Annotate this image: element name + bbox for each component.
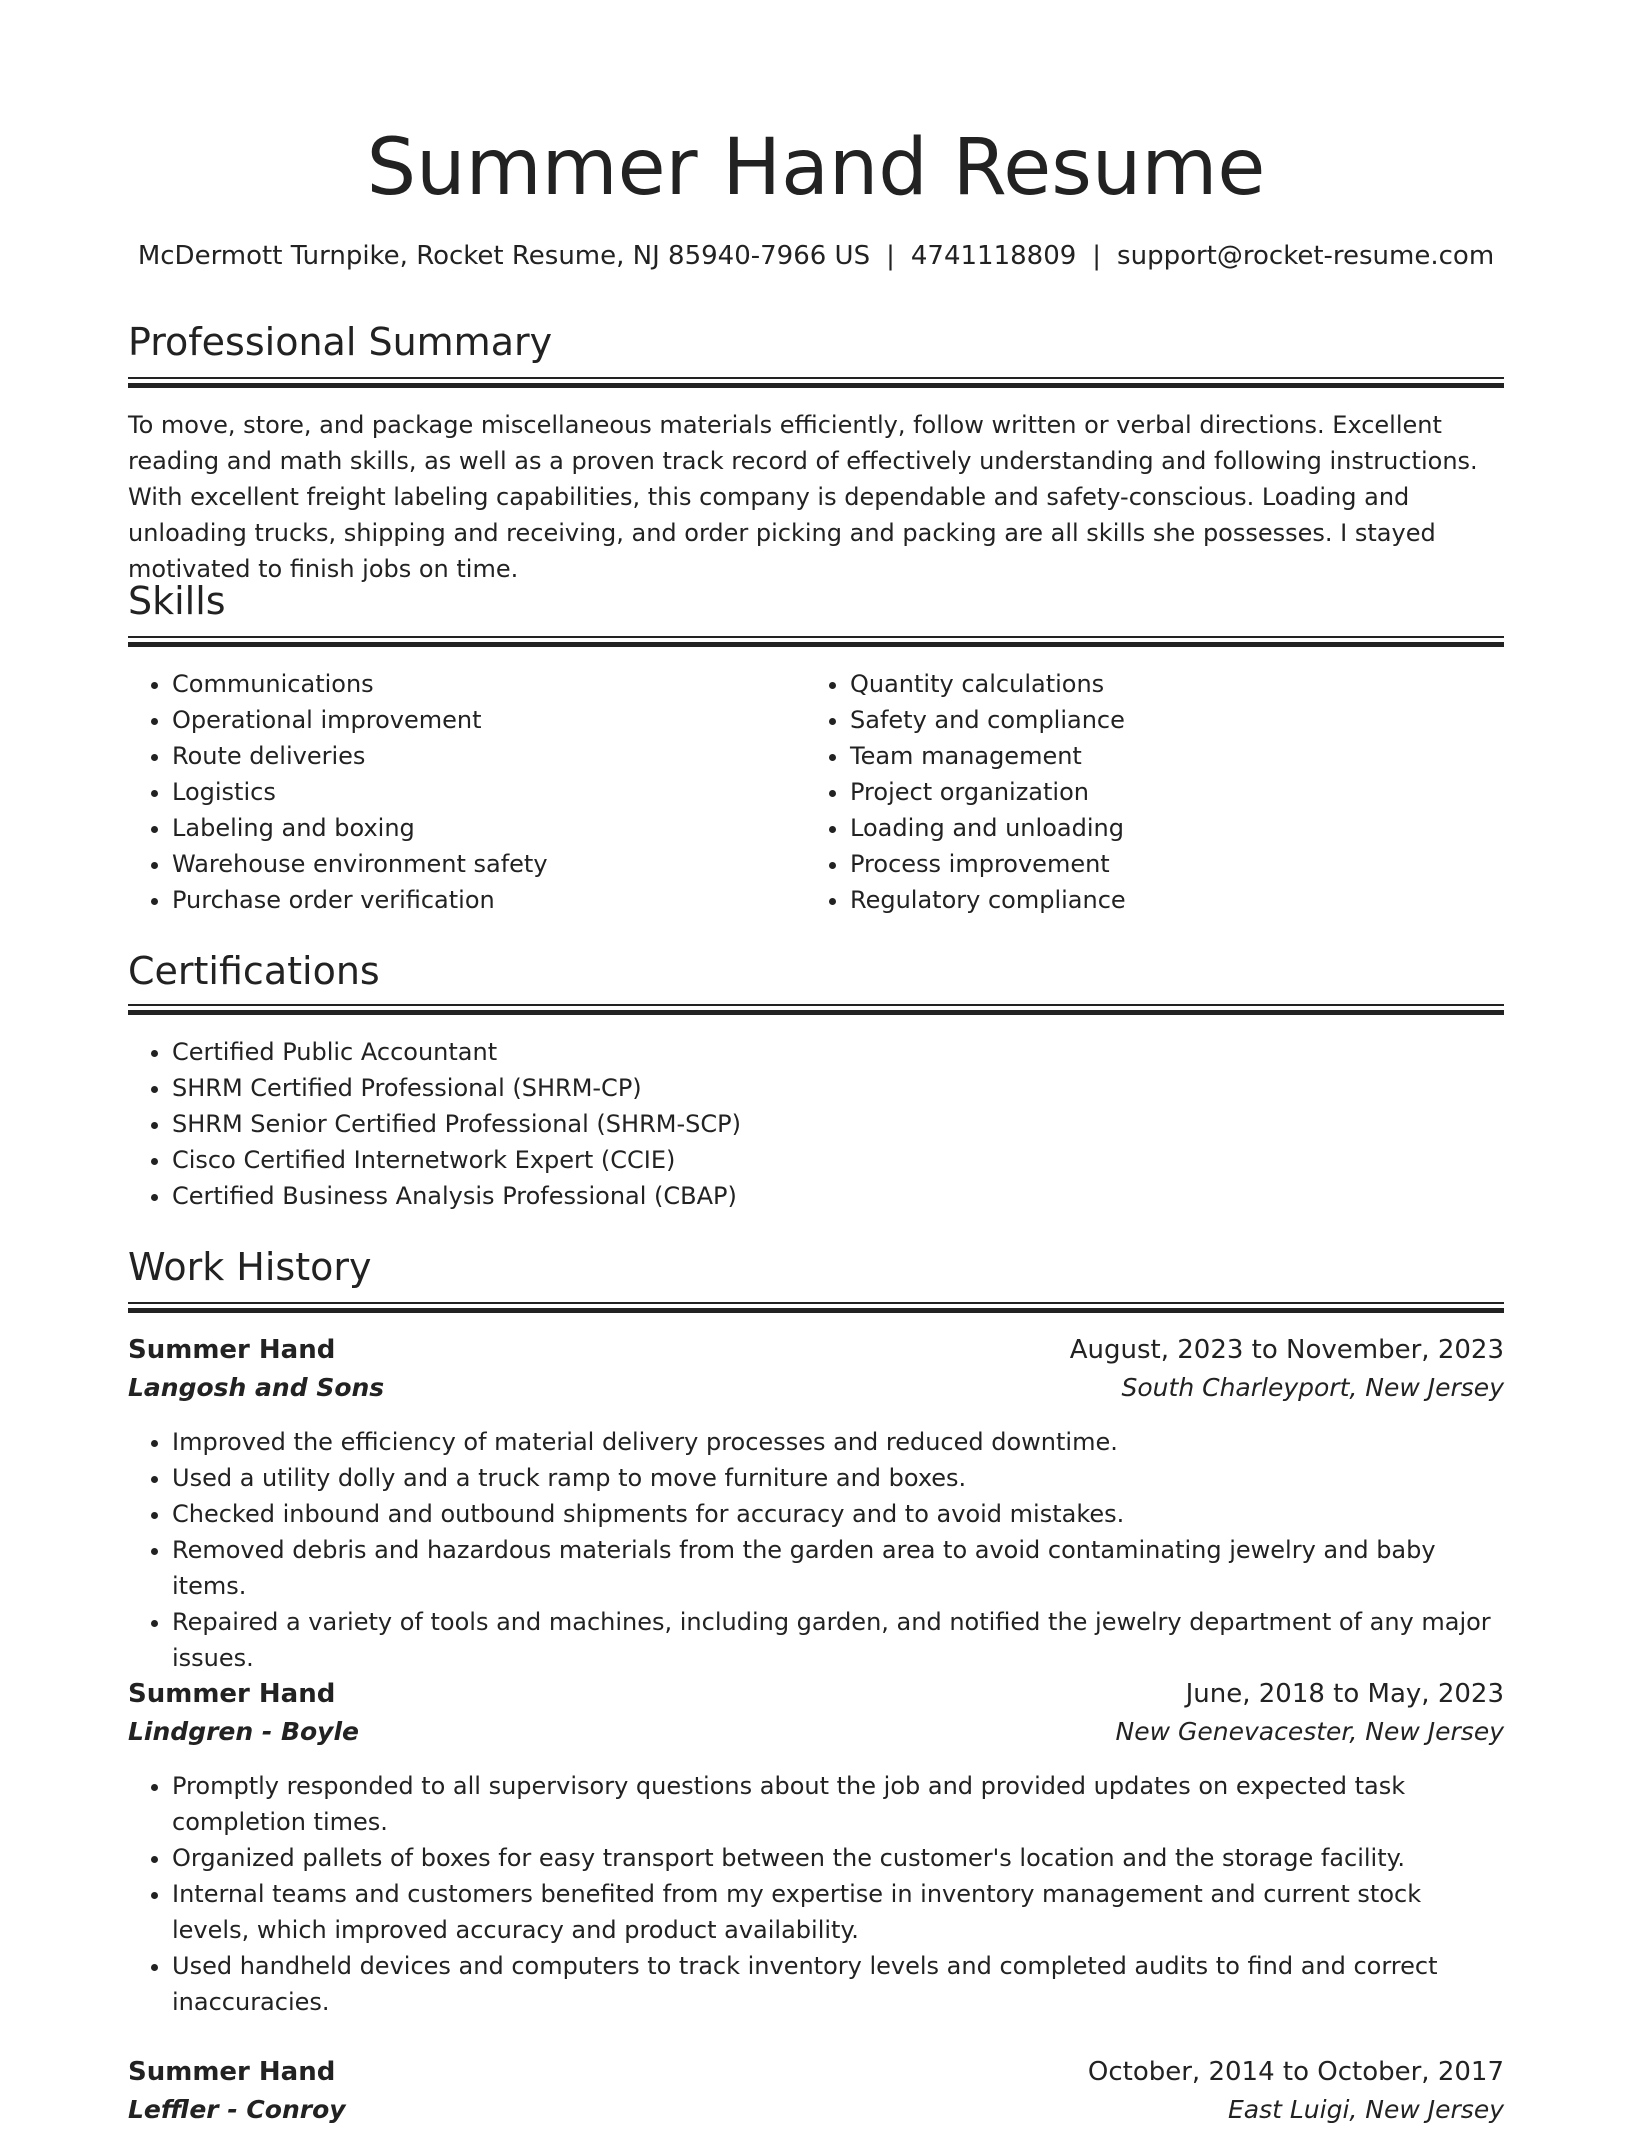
contact-line [128,238,1504,274]
job-title: Summer Hand [128,1679,336,1709]
job-bullets [128,1768,1504,2020]
job-bullet: • Improved the efficiency of material delivery processes and reduced downtime. [172,1424,1504,1460]
job-bullet: • Checked inbound and outbound shipments for accuracy and to avoid mistakes. [172,1496,1504,1532]
job-bullet: • Repaired a variety of tools and machines, including garden, and notified the jewelry department of any major issues. [172,1604,1504,1676]
job-dates: October, 2014 to October, 2017 [1087,2057,1504,2087]
job-subheader [128,1713,1504,1751]
job-bullet: • Internal teams and customers benefited from my expertise in inventory management and current stock levels, which improved accuracy and product availability. [172,1876,1504,1948]
skill-item: • Project organization [850,774,1480,810]
skills-list-left [128,666,802,918]
skill-item: • Communications [172,666,802,702]
page-title: Summer Hand Resume [366,123,1266,213]
certification-item: • Certified Business Analysis Professional (CBAP) [172,1178,1472,1214]
skills-list-right [806,666,1480,918]
job-bullets [128,1424,1504,1676]
job-subheader [128,1369,1504,1407]
summary-heading: Professional Summary [128,320,553,364]
job-header [128,1675,1504,1713]
job-bullet: • Promptly responded to all supervisory questions about the job and provided updates on expected task completion times. [172,1768,1504,1840]
job-title: Summer Hand [128,2057,336,2087]
job-bullet: • Used handheld devices and computers to track inventory levels and completed audits to find and correct inaccuracies. [172,1948,1504,2020]
contact-separator: | [886,241,895,271]
certification-item: • SHRM Certified Professional (SHRM-CP) [172,1070,1472,1106]
certifications-list [128,1034,1472,1214]
section-divider [128,1004,1504,1014]
work-history-heading: Work History [128,1245,372,1289]
skill-item: • Process improvement [850,846,1480,882]
contact-email[interactable]: support@rocket-resume.com [1117,241,1495,271]
contact-address: McDermott Turnpike, Rocket Resume, NJ 85940-7966 US [137,241,871,271]
job-location: East Luigi, New Jersey [1227,2095,1504,2124]
skill-item: • Regulatory compliance [850,882,1480,918]
certifications-heading: Certifications [128,949,380,993]
certification-item: • SHRM Senior Certified Professional (SHRM-SCP) [172,1106,1472,1142]
skill-item: • Labeling and boxing [172,810,802,846]
job-dates: August, 2023 to November, 2023 [1069,1335,1504,1365]
contact-phone[interactable]: 4741118809 [910,241,1077,271]
skills-heading: Skills [128,579,226,623]
summary-text: To move, store, and package miscellaneous materials efficiently, follow written or verbal directions. Excellent reading and math skills, as well as a proven track record of effectively understanding and following instructions. With excellent freight labeling capabilities, this company is dependable and safety-conscious. Loading and unloading trucks, shipping and receiving, and order picking and packing are all skills she possesses. I stayed motivated to finish jobs on time. [128,411,1478,583]
certification-item: • Cisco Certified Internetwork Expert (CCIE) [172,1142,1472,1178]
skill-item: • Team management [850,738,1480,774]
section-divider [128,377,1504,387]
skill-item: • Quantity calculations [850,666,1480,702]
skill-item: • Purchase order verification [172,882,802,918]
skill-item: • Warehouse environment safety [172,846,802,882]
job-dates: June, 2018 to May, 2023 [1185,1679,1504,1709]
job-bullet: • Removed debris and hazardous materials from the garden area to avoid contaminating jewelry and baby items. [172,1532,1504,1604]
job-company: Langosh and Sons [128,1373,385,1402]
job-title: Summer Hand [128,1335,336,1365]
skill-item: • Operational improvement [172,702,802,738]
job-bullet: • Used a utility dolly and a truck ramp to move furniture and boxes. [172,1460,1504,1496]
section-divider [128,636,1504,646]
job-subheader [128,2091,1504,2129]
skill-item: • Loading and unloading [850,810,1480,846]
job-header [128,2053,1504,2091]
job-company: Leffler - Conroy [128,2095,346,2124]
job-location: South Charleyport, New Jersey [1121,1373,1504,1402]
skill-item: • Route deliveries [172,738,802,774]
job-header [128,1331,1504,1369]
contact-separator: | [1092,241,1102,271]
job-company: Lindgren - Boyle [128,1717,360,1746]
skill-item: • Safety and compliance [850,702,1480,738]
job-bullet: • Organized pallets of boxes for easy transport between the customer's location and the storage facility. [172,1840,1504,1876]
certification-item: • Certified Public Accountant [172,1034,1472,1070]
job-location: New Genevacester, New Jersey [1115,1717,1504,1746]
section-divider [128,1302,1504,1312]
skill-item: • Logistics [172,774,802,810]
